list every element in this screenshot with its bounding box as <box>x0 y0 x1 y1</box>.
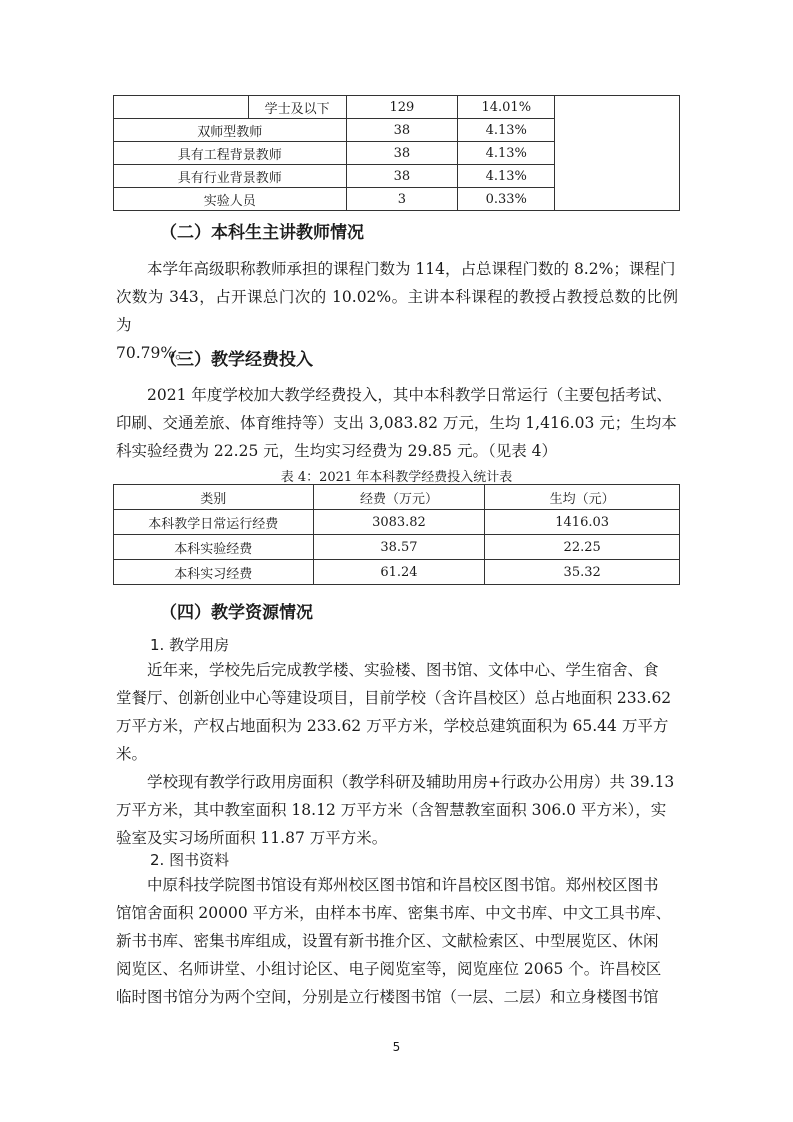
section-4-sub1-paragraph-1 <box>116 656 678 768</box>
paragraph-line: 万平方米，产权占地面积为 233.62 万平方米，学校总建筑面积为 65.44 万平方 <box>116 717 669 735</box>
table-cell-count: 129 <box>346 96 458 119</box>
table-header-cell: 生均（元） <box>485 485 680 510</box>
paragraph-line: 验室及实习场所面积 11.87 万平方米。 <box>116 829 388 847</box>
table-row <box>114 510 680 535</box>
table-cell-count: 38 <box>346 142 458 165</box>
paragraph-line: 印刷、交通差旅、体育维持等）支出 3,083.82 万元，生均 1,416.03 元；生均本 <box>116 414 677 432</box>
subsection-title-2: 2. 图书资料 <box>150 851 230 869</box>
table-row <box>114 96 680 119</box>
paragraph-line: 中原科技学院图书馆设有郑州校区图书馆和许昌校区图书馆。郑州校区图书 <box>147 876 659 894</box>
table-caption: 表 4：2021 年本科教学经费投入统计表 <box>280 470 513 485</box>
section-heading-2: （二）本科生主讲教师情况 <box>160 223 364 243</box>
table-header-cell: 经费（万元） <box>313 485 485 510</box>
table-cell-category: 本科实习经费 <box>114 560 314 585</box>
table-cell-pct: 4.13% <box>458 142 555 165</box>
table-header-cell: 类别 <box>114 485 314 510</box>
table-cell-per-student: 1416.03 <box>485 510 680 535</box>
table-cell-funds: 61.24 <box>313 560 485 585</box>
table-cell-pct: 0.33% <box>458 188 555 211</box>
table-cell-label: 具有工程背景教师 <box>114 142 347 165</box>
table-cell-pct: 14.01% <box>458 96 555 119</box>
teacher-structure-table <box>113 95 680 211</box>
table-row <box>114 535 680 560</box>
page-number: 5 <box>392 1040 401 1054</box>
table-cell-category: 本科教学日常运行经费 <box>114 510 314 535</box>
table-cell-label: 学士及以下 <box>248 96 346 119</box>
table-cell-remark <box>555 96 680 211</box>
paragraph-line: 米。 <box>116 745 148 763</box>
paragraph-line: 堂餐厅、创新创业中心等建设项目，目前学校（含许昌校区）总占地面积 233.62 <box>116 689 672 707</box>
section-4-sub1-paragraph-2 <box>116 768 678 852</box>
section-heading-3: （三）教学经费投入 <box>160 350 313 370</box>
table-cell-count: 38 <box>346 165 458 188</box>
paragraph-line: 近年来，学校先后完成教学楼、实验楼、图书馆、文体中心、学生宿舍、食 <box>147 661 659 679</box>
table-cell-per-student: 35.32 <box>485 560 680 585</box>
paragraph-line: 万平方米，其中教室面积 18.12 万平方米（含智慧教室面积 306.0 平方米），实 <box>116 801 667 819</box>
table-cell-pct: 4.13% <box>458 165 555 188</box>
table-cell-per-student: 22.25 <box>485 535 680 560</box>
funding-table <box>113 484 680 585</box>
paragraph-line: 临时图书馆分为两个空间，分别是立行楼图书馆（一层、二层）和立身楼图书馆 <box>116 988 659 1006</box>
table-cell-pct: 4.13% <box>458 119 555 142</box>
paragraph-line: 新书书库、密集书库组成，设置有新书推介区、文献检索区、中型展览区、休闲 <box>116 932 659 950</box>
paragraph-line: 科实验经费为 22.25 元，生均实习经费为 29.85 元。（见表 4） <box>116 442 557 460</box>
table-cell-category: 本科实验经费 <box>114 535 314 560</box>
paragraph-line: 次数为 343，占开课总门次的 10.02%。主讲本科课程的教授占教授总数的比例为 <box>116 288 678 334</box>
subsection-title-1: 1. 教学用房 <box>150 636 230 654</box>
table-row <box>114 560 680 585</box>
table-cell-label: 双师型教师 <box>114 119 347 142</box>
table-cell-label: 实验人员 <box>114 188 347 211</box>
paragraph-line: 学校现有教学行政用房面积（教学科研及辅助用房+行政办公用房）共 39.13 <box>147 773 675 791</box>
table-cell-count: 3 <box>346 188 458 211</box>
table-header-row <box>114 485 680 510</box>
section-heading-4: （四）教学资源情况 <box>160 603 313 623</box>
paragraph-line: 馆馆舍面积 20000 平方米，由样本书库、密集书库、中文书库、中文工具书库、 <box>116 904 672 922</box>
table-cell-empty <box>114 96 249 119</box>
paragraph-line: 本学年高级职称教师承担的课程门数为 114，占总课程门数的 8.2%；课程门 <box>147 260 676 278</box>
table-cell-funds: 38.57 <box>313 535 485 560</box>
paragraph-line: 70.79%。 <box>116 344 191 362</box>
table-cell-count: 38 <box>346 119 458 142</box>
table-cell-label: 具有行业背景教师 <box>114 165 347 188</box>
paragraph-line: 2021 年度学校加大教学经费投入，其中本科教学日常运行（主要包括考试、 <box>147 386 672 404</box>
section-3-paragraph <box>116 381 678 465</box>
paragraph-line: 阅览区、名师讲堂、小组讨论区、电子阅览室等，阅览座位 2065 个。许昌校区 <box>116 960 662 978</box>
section-4-sub2-paragraph <box>116 871 678 1011</box>
table-cell-funds: 3083.82 <box>313 510 485 535</box>
